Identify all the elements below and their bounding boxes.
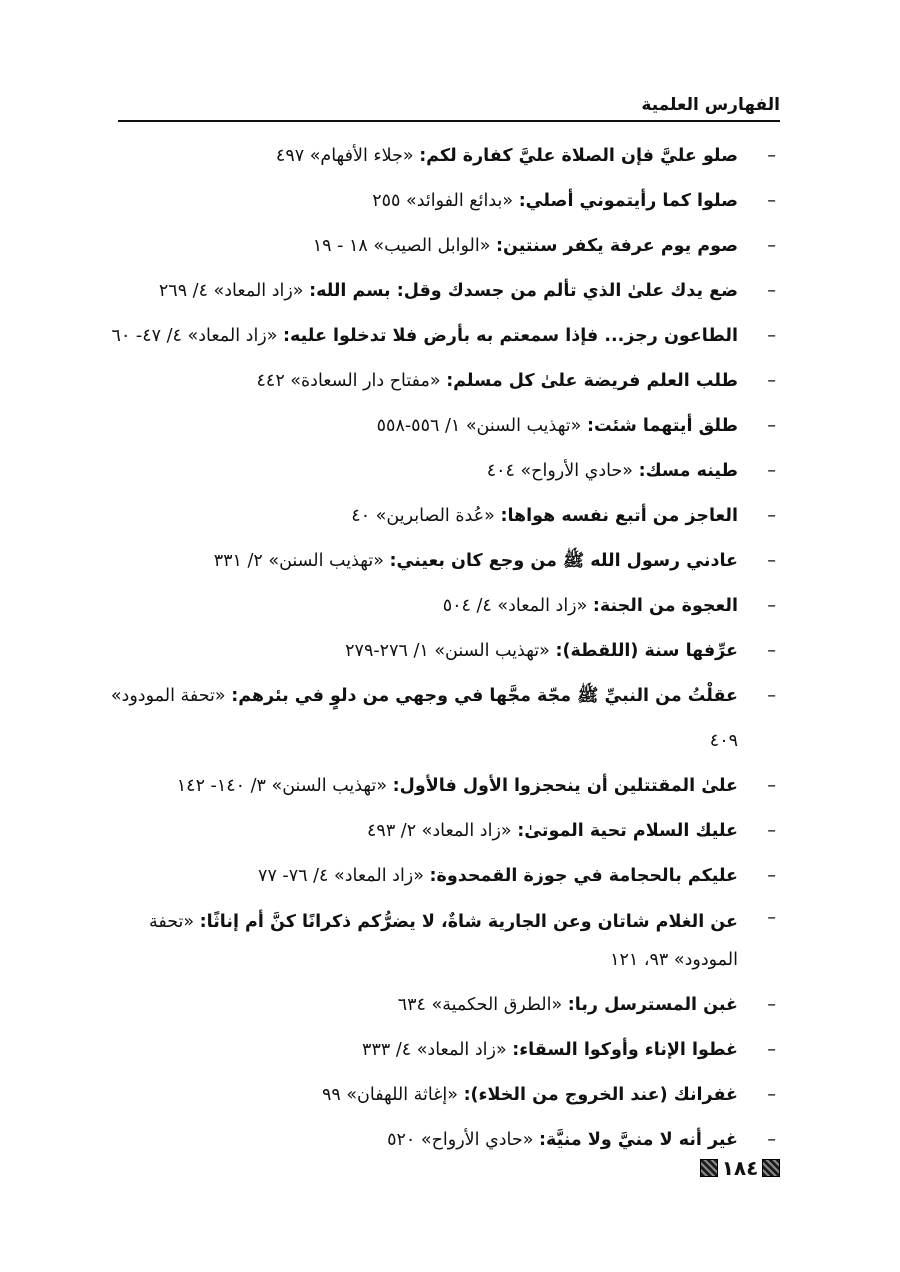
hadith-index-list [100,134,780,1163]
entry-dash: – [767,1085,776,1105]
hadith-text: عليك السلام تحية الموتىٰ: [517,821,738,841]
source-reference: «تهذيب السنن» ١/ ٥٥٦-٥٥٨ [376,416,582,436]
hadith-text: غفرانك (عند الخروج من الخلاء): [463,1085,738,1105]
index-entry [100,359,780,404]
source-reference: «تهذيب السنن» ٢/ ٣٣١ [213,551,384,571]
entry-dash: – [767,371,776,391]
entry-dash: – [767,326,776,346]
page-footer [700,1155,780,1181]
index-entry [100,899,780,983]
hadith-text: صلوا كما رأيتموني أصلي: [518,191,738,211]
entry-dash: – [767,551,776,571]
index-entry [100,674,780,764]
hadith-text: غطوا الإناء وأوكوا السقاء: [512,1040,738,1060]
entry-dash: – [767,908,776,928]
index-entry [100,224,780,269]
hadith-text: صلو عليَّ فإن الصلاة عليَّ كفارة لكم: [419,146,738,166]
entry-dash: – [767,506,776,526]
index-entry [100,983,780,1028]
hadith-text: صوم يوم عرفة يكفر سنتين: [496,236,738,256]
hadith-text: طلب العلم فريضة علىٰ كل مسلم: [446,371,738,391]
entry-dash: – [767,776,776,796]
entry-dash: – [767,641,776,661]
entry-dash: – [767,1130,776,1150]
entry-dash: – [767,1040,776,1060]
source-reference: «زاد المعاد» ٤/ ٣٣٣ [362,1040,507,1060]
hadith-text: ضع يدك علىٰ الذي تألم من جسدك وقل: بسم الله: [309,281,738,301]
hadith-text: علىٰ المقتتلين أن ينحجزوا الأول فالأول: [392,776,738,796]
index-entry [100,539,780,584]
index-entry [100,629,780,674]
index-entry [100,269,780,314]
index-entry [100,449,780,494]
hadith-text: عن الغلام شاتان وعن الجارية شاةٌ، لا يضرُّكم ذكرانًا كنَّ أم إناثًا: [199,912,738,932]
index-entry [100,764,780,809]
hadith-text: الطاعون رجز... فإذا سمعتم به بأرض فلا تدخلوا عليه: [283,326,738,346]
entry-dash: – [767,281,776,301]
entry-dash: – [767,686,776,706]
source-reference: «تهذيب السنن» ٣/ ١٤٠- ١٤٢ [176,776,388,796]
source-reference: «زاد المعاد» ٤/ ٢٦٩ [158,281,304,301]
source-reference: «زاد المعاد» ٤/ ٧٦- ٧٧ [258,866,424,886]
square-ornament-icon [700,1159,718,1177]
hadith-text: العجوة من الجنة: [592,596,738,616]
source-reference: «بدائع الفوائد» ٢٥٥ [372,191,514,211]
source-reference: «حادي الأرواح» ٥٢٠ [387,1130,534,1150]
running-header: الفهارس العلمية [641,95,780,115]
source-reference: «تحفة المودود» ٩٣، ١٢١ [148,912,738,970]
hadith-text: عادني رسول الله ﷺ من وجع كان بعيني: [389,551,738,571]
source-reference: «حادي الأرواح» ٤٠٤ [486,461,633,481]
source-reference: «تحفة المودود» ٤٠٩ [110,686,738,751]
source-reference: «جلاء الأفهام» ٤٩٧ [275,146,414,166]
source-reference: «عُدة الصابرين» ٤٠ [351,506,495,526]
index-entry [100,134,780,179]
index-entry [100,314,780,359]
hadith-text: غبن المسترسل ربا: [567,995,738,1015]
entry-dash: – [767,596,776,616]
source-reference: «مفتاح دار السعادة» ٤٤٢ [256,371,441,391]
entry-dash: – [767,821,776,841]
page-number: ١٨٤ [721,1156,759,1180]
index-entry [100,179,780,224]
entry-dash: – [767,416,776,436]
entry-dash: – [767,191,776,211]
hadith-text: طينه مسك: [638,461,738,481]
hadith-text: طلق أيتهما شئت: [586,416,738,436]
entry-dash: – [767,146,776,166]
source-reference: «الطرق الحكمية» ٦٣٤ [397,995,563,1015]
hadith-text: عرِّفها سنة (اللقطة): [555,641,738,661]
header-divider [118,120,780,122]
index-entry [100,1118,780,1163]
hadith-text: عليكم بالحجامة في جوزة القمحدوة: [429,866,738,886]
source-reference: «زاد المعاد» ٢/ ٤٩٣ [367,821,512,841]
entry-dash: – [767,236,776,256]
index-entry [100,584,780,629]
source-reference: «تهذيب السنن» ١/ ٢٧٦-٢٧٩ [345,641,550,661]
source-reference: «زاد المعاد» ٤/ ٥٠٤ [442,596,588,616]
index-entry [100,1073,780,1118]
source-reference: «إغاثة اللهفان» ٩٩ [321,1085,458,1105]
index-entry [100,494,780,539]
square-ornament-icon [762,1159,780,1177]
entry-dash: – [767,866,776,886]
index-entry [100,809,780,854]
hadith-text: عقلْتُ من النبيِّ ﷺ مجّة مجَّها في وجهي من دلوٍ في بئرهم: [231,686,738,706]
hadith-text: غير أنه لا منيَّ ولا منيَّة: [539,1130,738,1150]
entry-dash: – [767,461,776,481]
source-reference: «الوابل الصيب» ١٨ - ١٩ [312,236,491,256]
entry-dash: – [767,995,776,1015]
index-entry [100,404,780,449]
hadith-text: العاجز من أتبع نفسه هواها: [500,506,738,526]
index-entry [100,854,780,899]
index-entry [100,1028,780,1073]
source-reference: «زاد المعاد» ٤/ ٤٧- ٦٠ [111,326,278,346]
